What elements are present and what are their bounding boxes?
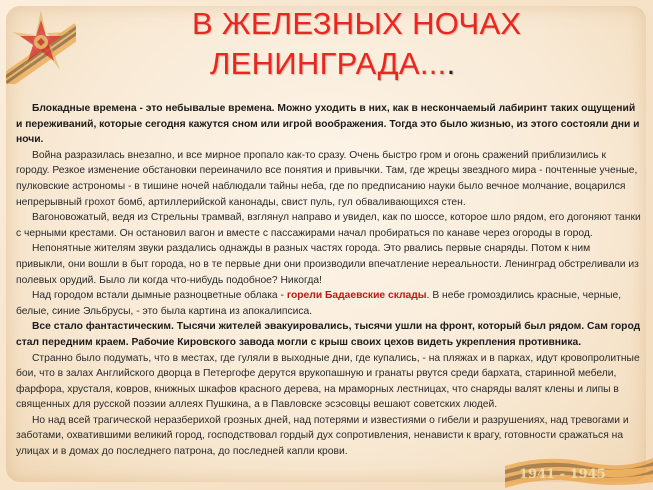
article-body: [16, 101, 642, 460]
paragraph-bold: Все стало фантастическим. Тысячи жителей эвакуировались, тысячи ушли на фронт, который был рядом. Сам город стал передним краем. Рабочие Кировского завода могли с крыш своих цехов видеть укрепления противника.: [16, 321, 641, 348]
page-title: [192, 4, 521, 84]
paragraph-intro: Блокадные времена - это небывалые времена. Можно уходить в них, как в нескончаемый лабиринт таких ощущений и переживаний, которые сегодня кажутся сном или игрой воображения. Тогда это было жизнью, из этого состояли дни и ночи.: [16, 103, 640, 146]
paragraph-text: Над городом встали дымные разноцветные облака -: [32, 290, 287, 302]
highlight-badaev-warehouses: горели Бадаевские склады: [286, 290, 427, 302]
st-george-ribbon-icon: [505, 448, 653, 490]
paragraph-badaev: [16, 288, 642, 319]
paragraph: Но над всей трагической неразберихой грозных дней, над потерями и известиями о гибели и разрушениях, над тревогами и заботами, охватившими великий город, господствовал гордый дух сопротивления, ненависти к врагу, готовности сражаться на улицах и в домах до последнего патрона, до последней капли крови.: [16, 414, 629, 458]
paragraph-text: . В небе громоздились красные, черные, белые, синие Эльбрусы, - это была картина из апокалипсиса.: [16, 290, 622, 317]
title-line-2: [192, 44, 521, 84]
paragraph: Странно было подумать, что в местах, где гуляли в выходные дни, где купались, - на пляжах и в парках, идут кровопролитные бои, что в залах Английского дворца в Петергофе дерутся врукопашную и гранаты рвутся среди бархата, старинной мебели, фарфора, хрусталя, ковров, книжных шкафов красного дерева, на мраморных лестницах, что снаряды валят клены и липы в священных для русской поэзии аллеях Пушкина, а в Павловске эсэсовцы вешают советских людей.: [16, 352, 640, 411]
paragraph: Вагоновожатый, ведя из Стрельны трамвай, взглянул направо и увидел, как по шоссе, которое шло рядом, его догоняют танки с черными крестами. Он остановил вагон и вместе с пассажирами начал пробираться по канаве через огороды в город.: [16, 212, 641, 239]
title-line-1: В ЖЕЛЕЗНЫХ НОЧАХ: [192, 6, 522, 41]
order-star-ribbon-icon: [6, 4, 76, 84]
title-line-2-text: ЛЕНИНГРАДА: [210, 46, 420, 81]
title-period: .: [446, 46, 456, 81]
paragraph: Война разразилась внезапно, и все мирное пропало как-то сразу. Очень быстро гром и огонь сражений приблизились к городу. Резкое изменение обстановки переиначило все понятия и привычки. Там, где жрецы звездного мира - почтенные ученые, пулковские астрономы - в тишине ночей наблюдали тайны неба, где по предписанию науки было вечное молчание, воцарился непрерывный грохот бомб, артиллерийской канонады, свист пуль, гул обваливающихся стен.: [16, 149, 638, 208]
paragraph: Непонятные жителям звуки раздались однажды в разных частях города. Это рвались первые снаряды. Потом к ним привыкли, они вошли в быт города, но в те первые дни они производили впечатление нереальности. Ленинград обстреливали из полевых орудий. Было ли когда что-нибудь подобное? Никогда!: [16, 243, 639, 286]
ribbon-years: 1941 - 1945: [519, 467, 606, 482]
title-ellipsis: ...: [419, 46, 447, 81]
